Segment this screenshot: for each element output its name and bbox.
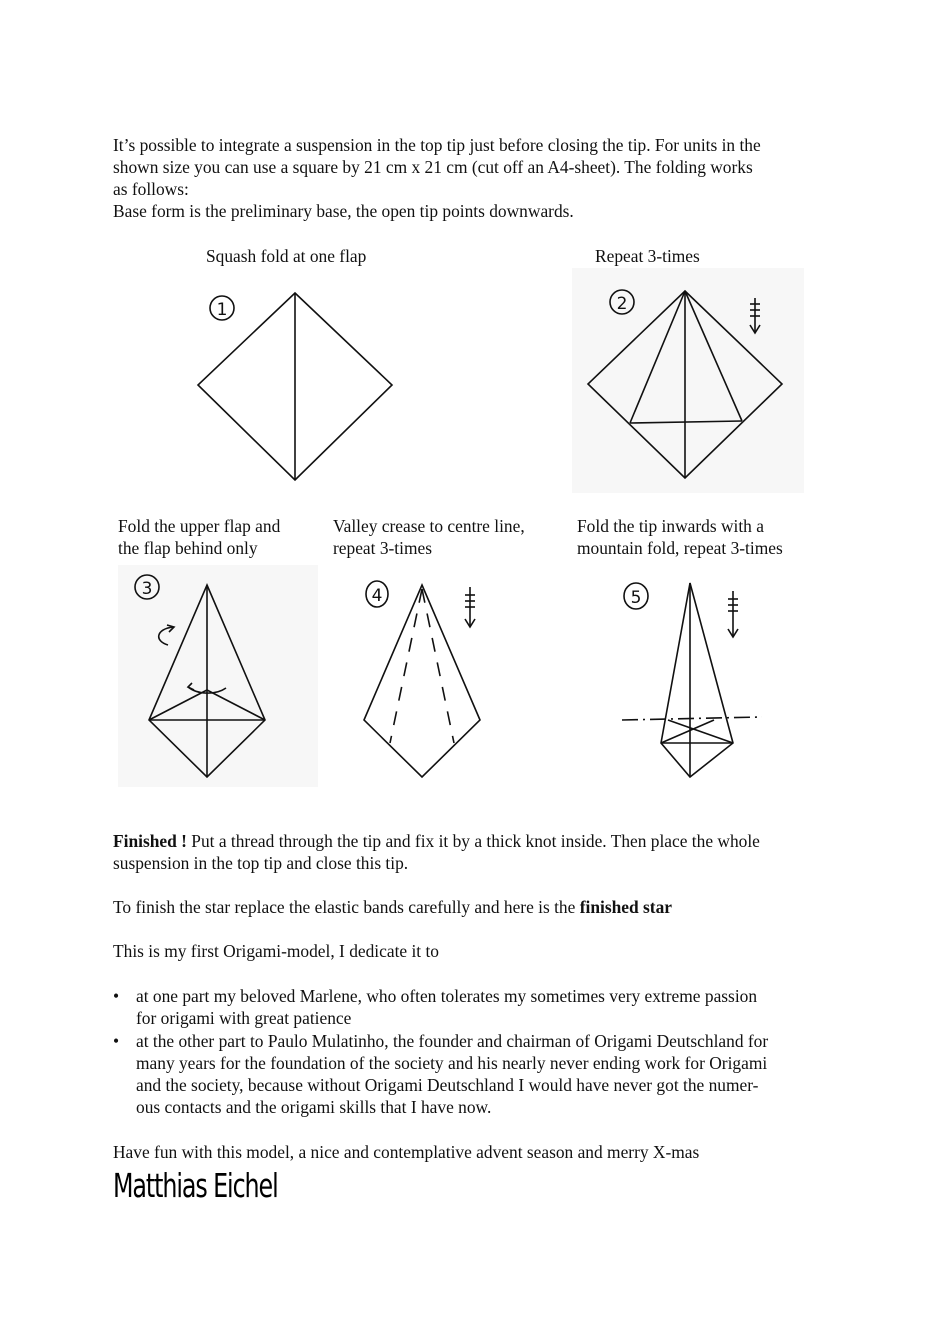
intro-line: It’s possible to integrate a suspension in the top tip just before closing the tip. For units in the [113,135,761,155]
intro-line: shown size you can use a square by 21 cm x 21 cm (cut off an A4-sheet). The folding works [113,157,753,177]
valley-crease-line [422,589,454,743]
step-1-diagram [190,285,400,485]
repeat-arrow-icon [465,587,475,627]
step-number: 4 [371,586,383,606]
mountain-fold-line [622,717,762,720]
step-2-diagram [572,268,804,493]
finished-paragraph [113,830,838,874]
repeat-arrow-icon [750,298,760,333]
step-4-caption [333,515,525,559]
list-item-line: many years for the foundation of the society and his nearly never ending work for Origami [136,1053,768,1073]
fold-line [668,720,733,743]
caption-line: repeat 3-times [333,538,432,558]
list-item [113,1030,843,1118]
step-3-caption [118,515,280,559]
step-number: 3 [141,579,153,599]
finished-text: suspension in the top tip and close this tip. [113,853,409,873]
step-5-caption [577,515,783,559]
kite-outline [364,585,480,777]
finished-text: Put a thread through the tip and fix it by a thick knot inside. Then place the whole [186,831,760,851]
step-3-diagram [118,565,318,787]
dedication-list [113,985,843,1119]
finished-label: Finished ! [113,831,187,851]
intro-line: Base form is the preliminary base, the open tip points downwards. [113,201,574,221]
step-2-caption [595,245,700,267]
caption-line: Valley crease to centre line, [333,516,525,536]
step-1-caption [206,245,366,267]
valley-crease-line [390,589,422,743]
caption-line: the flap behind only [118,538,258,558]
fold-line [661,720,714,743]
repeat-arrow-icon [728,591,738,637]
intro-line: as follows: [113,179,189,199]
caption-line: Fold the tip inwards with a [577,516,764,536]
caption-line: mountain fold, repeat 3-times [577,538,783,558]
list-item-line: ous contacts and the origami skills that I have now. [136,1097,492,1117]
step-number: 5 [630,588,642,608]
step-4-diagram [340,565,510,787]
signature: Matthias Eichel [113,1166,278,1205]
step-5-diagram [610,565,780,787]
bullet: • [113,986,120,1006]
caption-line: Fold the upper flap and [118,516,281,536]
list-item-line: at one part my beloved Marlene, who often tolerates my sometimes very extreme passion [136,986,758,1006]
list-item-line: at the other part to Paulo Mulatinho, the founder and chairman of Origami Deutschland for [136,1031,769,1051]
caption-line: Squash fold at one flap [206,246,367,266]
finish-star-paragraph [113,896,838,918]
caption-line: Repeat 3-times [595,246,700,266]
finish-star-text: To finish the star replace the elastic bands carefully and here is the [113,897,580,917]
closing-line: Have fun with this model, a nice and contemplative advent season and merry X-mas [113,1142,700,1162]
step-number: 2 [616,294,628,314]
list-item-line: for origami with great patience [136,1008,352,1028]
step-number: 1 [216,300,228,320]
finished-star-label: finished star [579,897,672,917]
bullet: • [113,1031,120,1051]
kite-outline [661,583,733,777]
intro-paragraph [113,134,838,222]
list-item-line: and the society, because without Origami Deutschland I would have never got the numer- [136,1075,759,1095]
diagram-background [572,268,804,493]
list-item [113,985,843,1029]
dedication-intro: This is my first Origami-model, I dedicate it to [113,941,440,961]
